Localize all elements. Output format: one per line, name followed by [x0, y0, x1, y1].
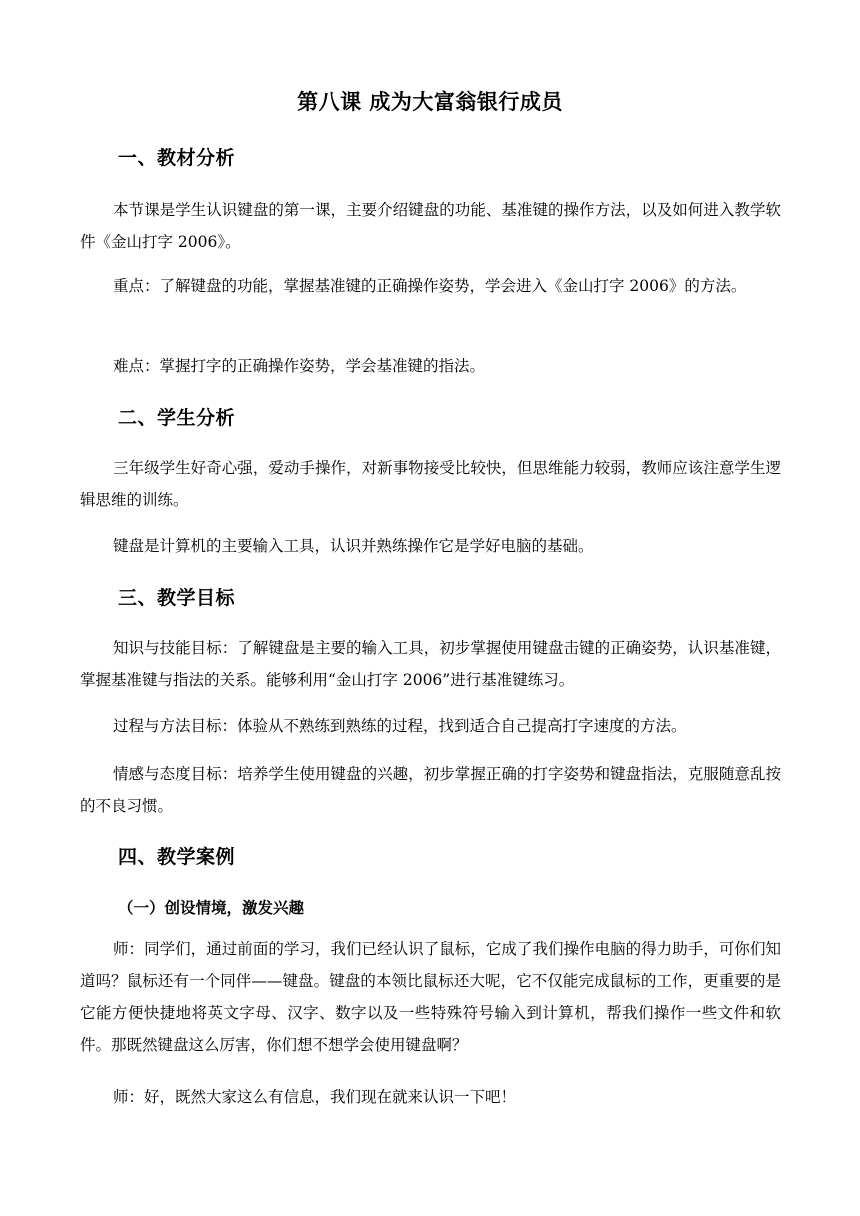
paragraph-process-method-goal: 过程与方法目标：体验从不熟练到熟练的过程，找到适合自己提高打字速度的方法。	[113, 717, 687, 735]
paragraph-key-points: 重点：了解键盘的功能，掌握基准键的正确操作姿势，学会进入《金山打字 2006》的方法。	[113, 277, 747, 295]
section-heading-student-analysis: 二、学生分析	[118, 407, 236, 429]
document-title: 第八课 成为大富翁银行成员	[297, 90, 563, 114]
paragraph-knowledge-skills-goal: 知识与技能目标：了解键盘是主要的输入工具，初步掌握使用键盘击键的正确姿势，认识基准键，掌握基准键与指法的关系。能够利用“金山打字 2006”进行基准键练习。	[80, 639, 781, 689]
paragraph-keyboard-importance: 键盘是计算机的主要输入工具，认识并熟练操作它是学好电脑的基础。	[113, 537, 594, 555]
subheading-create-situation: （一）创设情境，激发兴趣	[118, 899, 305, 917]
section-heading-teaching-case: 四、教学案例	[118, 846, 236, 868]
paragraph-teacher-dialogue-1: 师：同学们，通过前面的学习，我们已经认识了鼠标，它成了我们操作电脑的得力助手，可你们知道吗？鼠标还有一个同伴——键盘。键盘的本领比鼠标还大呢，它不仅能完成鼠标的工作，更重要的是它能方便快捷地将英文字母、汉字、数字以及一些特殊符号输入到计算机，帮我们操作一些文件和软件。那既然键盘这么厉害，你们想不想学会使用键盘啊？	[80, 940, 781, 1054]
paragraph-student-traits: 三年级学生好奇心强，爱动手操作，对新事物接受比较快，但思维能力较弱，教师应该注意学生逻辑思维的训练。	[80, 459, 781, 509]
paragraph-course-intro: 本节课是学生认识键盘的第一课，主要介绍键盘的功能、基准键的操作方法，以及如何进入教学软件《金山打字 2006》。	[80, 201, 781, 251]
paragraph-teacher-dialogue-2: 师：好，既然大家这么有信息，我们现在就来认识一下吧！	[113, 1088, 517, 1106]
paragraph-difficulties: 难点：掌握打字的正确操作姿势，学会基准键的指法。	[113, 357, 486, 375]
section-heading-teaching-objectives: 三、教学目标	[118, 587, 236, 609]
paragraph-emotion-attitude-goal: 情感与态度目标：培养学生使用键盘的兴趣，初步掌握正确的打字姿势和键盘指法，克服随意乱按的不良习惯。	[80, 765, 781, 815]
section-heading-textbook-analysis: 一、教材分析	[118, 147, 236, 169]
